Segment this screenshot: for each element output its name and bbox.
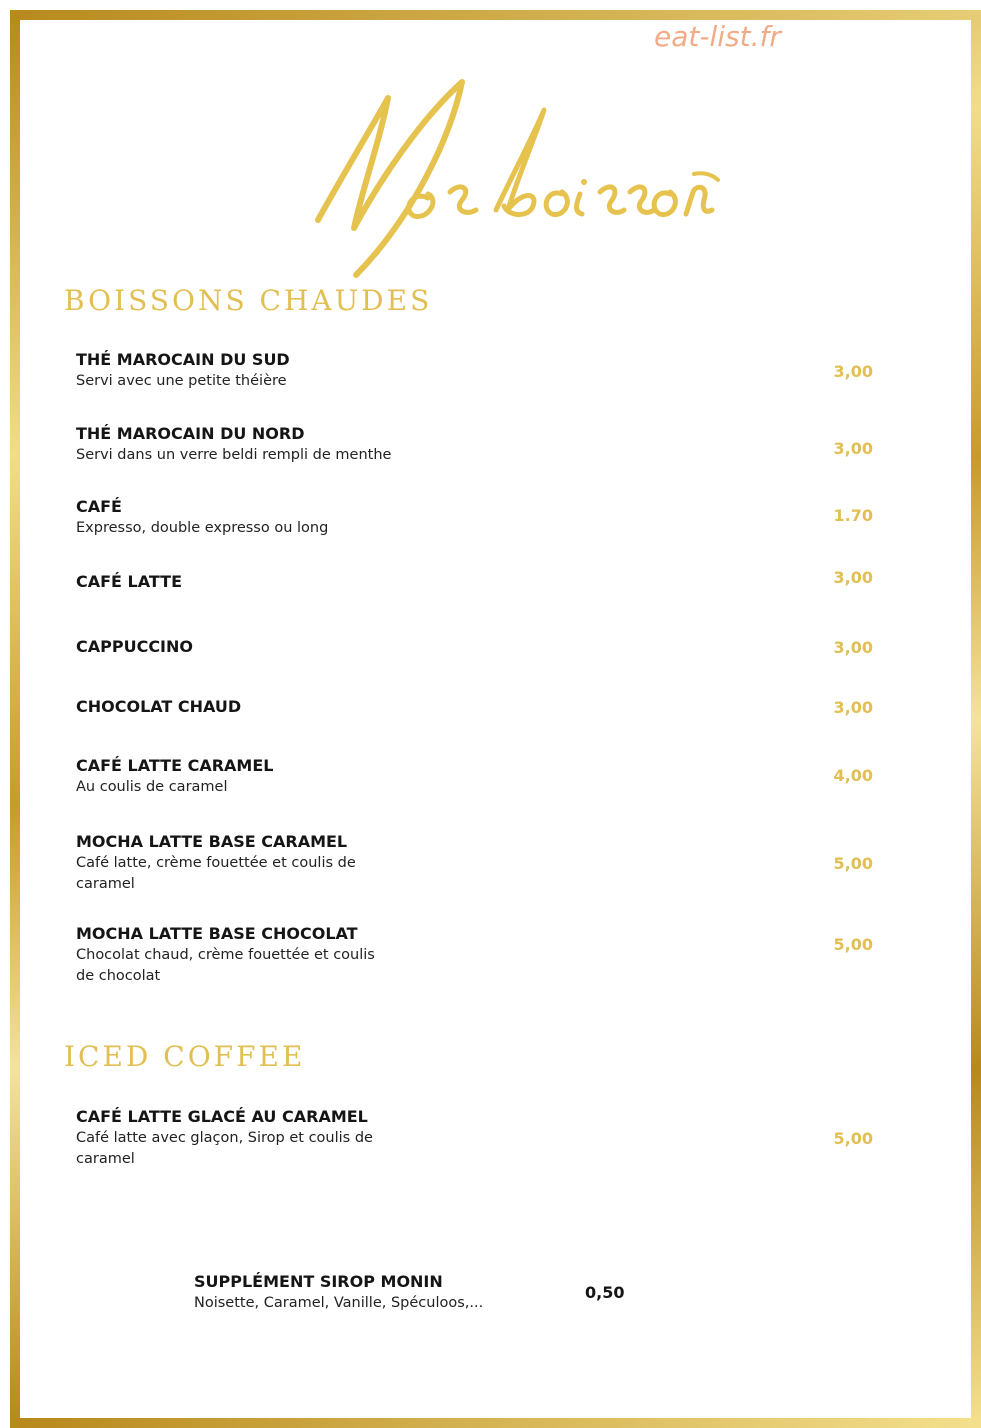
item-name: MOCHA LATTE BASE CARAMEL xyxy=(76,832,348,851)
item-description: Servi avec une petite théière xyxy=(76,373,287,389)
item-name: THÉ MAROCAIN DU SUD xyxy=(76,350,290,369)
item-name: CAFÉ LATTE CARAMEL xyxy=(76,756,274,775)
item-name: MOCHA LATTE BASE CHOCOLAT xyxy=(76,924,358,943)
script-title-nos-boissons xyxy=(300,70,720,285)
menu-item xyxy=(76,1107,426,1170)
menu-item xyxy=(76,697,436,716)
item-description: Servi dans un verre beldi rempli de menthe xyxy=(76,447,392,463)
item-price: 3,00 xyxy=(833,638,873,657)
item-name: THÉ MAROCAIN DU NORD xyxy=(76,424,305,443)
item-price: 3,00 xyxy=(833,439,873,458)
item-price: 5,00 xyxy=(833,854,873,873)
menu-item xyxy=(76,832,406,895)
item-description: Café latte, crème fouettée et coulis de caramel xyxy=(76,855,356,892)
item-price: 5,00 xyxy=(833,935,873,954)
menu-item xyxy=(76,424,436,466)
item-name: CAPPUCCINO xyxy=(76,637,193,656)
supplement-name: SUPPLÉMENT SIROP MONIN xyxy=(194,1272,443,1291)
item-price: 1.70 xyxy=(833,506,873,525)
supplement-price: 0,50 xyxy=(585,1283,625,1302)
menu-item xyxy=(76,924,376,987)
item-price: 4,00 xyxy=(833,766,873,785)
item-description: Au coulis de caramel xyxy=(76,779,228,795)
item-description: Chocolat chaud, crème fouettée et coulis de chocolat xyxy=(76,947,375,984)
item-description: Café latte avec glaçon, Sirop et coulis de caramel xyxy=(76,1130,373,1167)
item-price: 5,00 xyxy=(833,1129,873,1148)
menu-item xyxy=(76,756,436,798)
section-title-boissons-chaudes: BOISSONS CHAUDES xyxy=(64,284,433,317)
menu-item xyxy=(76,637,436,656)
menu-item xyxy=(76,497,436,539)
item-name: CAFÉ LATTE xyxy=(76,572,183,591)
supplement-description: Noisette, Caramel, Vanille, Spéculoos,... xyxy=(194,1295,484,1311)
menu-item xyxy=(76,350,436,392)
item-name: CAFÉ xyxy=(76,497,122,516)
item-price: 3,00 xyxy=(833,568,873,587)
item-price: 3,00 xyxy=(833,362,873,381)
supplement-item xyxy=(194,1272,574,1314)
item-name: CAFÉ LATTE GLACÉ AU CARAMEL xyxy=(76,1107,368,1126)
item-name: CHOCOLAT CHAUD xyxy=(76,697,242,716)
section-title-iced-coffee: ICED COFFEE xyxy=(64,1040,306,1073)
menu-item xyxy=(76,572,436,591)
watermark: eat-list.fr xyxy=(654,20,781,53)
item-description: Expresso, double expresso ou long xyxy=(76,520,329,536)
item-price: 3,00 xyxy=(833,698,873,717)
